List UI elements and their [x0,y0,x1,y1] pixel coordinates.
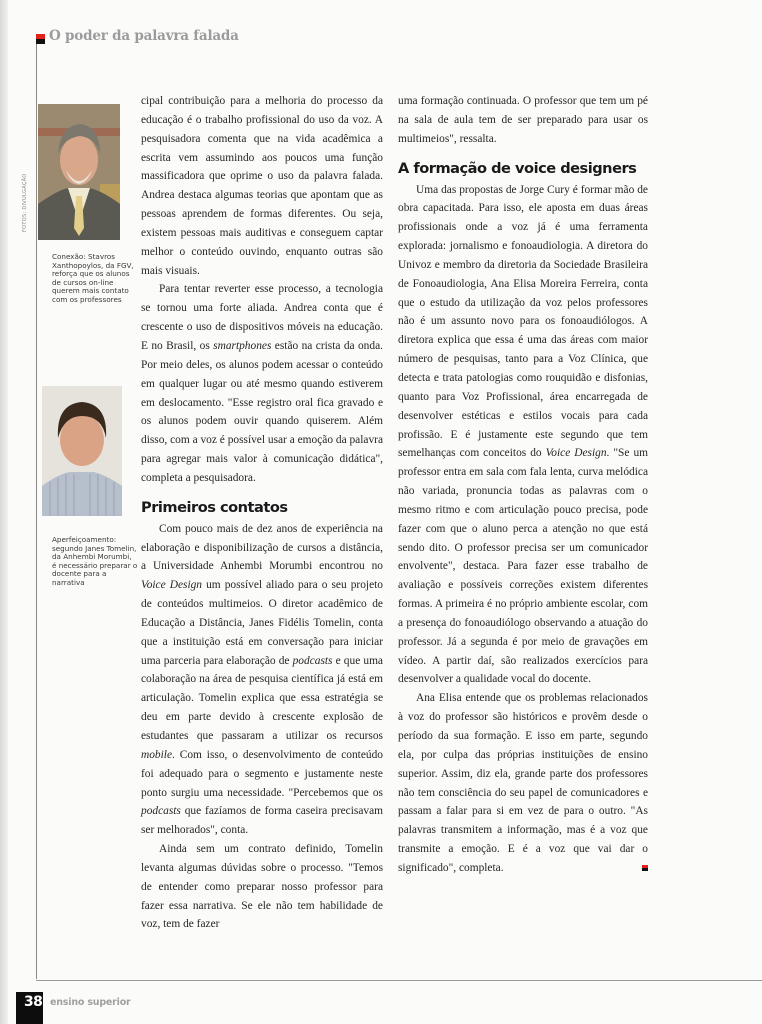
photo-caption: Conexão: Stavros Xanthopoylos, da FGV, reforça que os alunos de cursos on-line querem mais contato com os professores [52,252,134,304]
section-title: O poder da palavra falada [49,28,239,44]
paragraph: Com pouco mais de dez anos de experiência na elaboração e disponibilização de cursos a distância, a Universidade Anhembi Morumbi encontrou no Voice Design um possível aliado para o seu projeto de conteúdos multimeios. O diretor acadêmico de Educação a Distância, Janes Fidélis Tomelin, conta que a instituição está em conversação para iniciar uma parceria para elaboração de podcasts e que uma colaboração na área de pesquisa científica já está em articulação. Tomelin explica que essa estratégia se deu em parte devido à crescente explosão de estudantes que passaram a utilizar os recursos mobile. Com isso, o desenvolvimento de conteúdo foi adequado para o segmento e justamente neste ponto surgiu uma necessidade. "Percebemos que os podcasts que fazíamos de forma caseira precisavam ser melhorados", conta. [141,522,383,837]
subheading-voice-designers: A formação de voice designers [398,159,637,177]
paragraph: Ana Elisa entende que os problemas relacionados à voz do professor são históricos e provêm desde o período da sua formação. E isso em parte, segundo ela, por culpa das próprias instituições de ensino superior. Assim, diz ela, grande parte dos professores não tem consciência do seu papel de comunicadores e passam a falar para si em vez de para o outro. "As palavras transmitem a informação, mas é a voz que transmite a emoção. E é a voz que vai dar o significado", completa. [398,692,648,874]
paragraph: Uma das propostas de Jorge Cury é formar mão de obra capacitada. Para isso, ele aposta em duas áreas profissionais onde a voz já é uma ferramenta explorada: jornalismo e fonoaudiologia. A diretora do Univoz e membro da diretoria da Sociedade Brasileira de Fonoaudiologia, Ana Elisa Moreira Ferreira, conta que o estudo da utilização da voz pelos professores não é um assunto novo para os fonoaudiólogos. A diretora explica que essa é uma das áreas com maior número de pesquisas, tanto para a Voz Clínica, que detecta e trata patologias como rouquidão e disfonias, quanto para Voz Profissional, área encarregada de desenvolver estéticas e estilos vocais para cada profissão. E é justamente este segundo que tem semelhanças com conceitos do Voice Design. "Se um professor entra em sala com fala lenta, curva melódica não variada, pronuncia todas as palavras com o mesmo ritmo e com articulação pouco precisa, pode fazer com que o aluno perca a atenção no que está sendo dito. O professor precisa ser um comunicador envolvente", destaca. Para fazer esse trabalho de avaliação e possíveis correções existem diferentes formas. A primeira é no próprio ambiente escolar, com a presença do fonoaudiólogo observando a atuação do professor. Já a segunda é por meio de gravações em vídeo. A partir daí, são realizados exercícios para desenvolver a qualidade vocal do docente. [398,183,648,686]
magazine-name: ensino superior [50,997,131,1008]
article-column-2 [398,92,648,878]
paragraph: uma formação continuada. O professor que tem um pé na sala de aula tem de ser preparado para usar os multimeios", ressalta. [398,95,648,145]
footer-rule [36,980,762,981]
page-binding-edge [0,0,8,1024]
section-marker-icon [36,34,45,44]
article-column-1 [141,92,383,934]
section-vertical-rule [36,44,37,979]
photo-caption: Aperfeiçoamento: segundo Janes Tomelin, da Anhembi Morumbi, é necessário preparar o docente para a narrativa [52,535,138,587]
paragraph: Para tentar reverter esse processo, a tecnologia se tornou uma forte aliada. Andrea conta que é crescente o uso de dispositivos móveis na educação. E no Brasil, os smartphones estão na crista da onda. Por meio deles, os alunos podem acessar o conteúdo em qualquer lugar ou até mesmo quando estiverem em deslocamento. "Esse registro oral fica gravado e os alunos podem ouvir quando quiserem. Além disso, com a voz é possível usar a emoção da palavra para agregar mais valor à comunicação didática", completa a pesquisadora. [141,283,383,484]
paragraph: cipal contribuição para a melhoria do processo da educação é o trabalho profissional do uso da voz. A pesquisadora comenta que na vida acadêmica a escrita vem assumindo aos poucos uma função massificadora que oprime o uso da palavra falada. Andrea destaca algumas teorias que apontam que as pessoas aprendem de formas diferentes. Ou seja, existem pessoas mais auditivas e conseguem captar melhor o conteúdo ouvindo, enquanto outras são mais visuais. [141,95,383,277]
photo-janes-tomelin [42,386,122,516]
paragraph: Ainda sem um contrato definido, Tomelin levanta algumas dúvidas sobre o processo. "Temos de entender como preparar nosso professor para fazer essa narrativa. Se ele não tem habilidade de voz, tem de fazer [141,843,383,931]
subheading-primeiros-contatos: Primeiros contatos [141,498,288,516]
article-end-mark-icon [642,865,648,871]
photo-credit: FOTOS: DIVULGAÇÃO [22,173,28,232]
page-number: 38 [24,994,43,1010]
photo-stavros-xanthopoylos [38,104,120,240]
